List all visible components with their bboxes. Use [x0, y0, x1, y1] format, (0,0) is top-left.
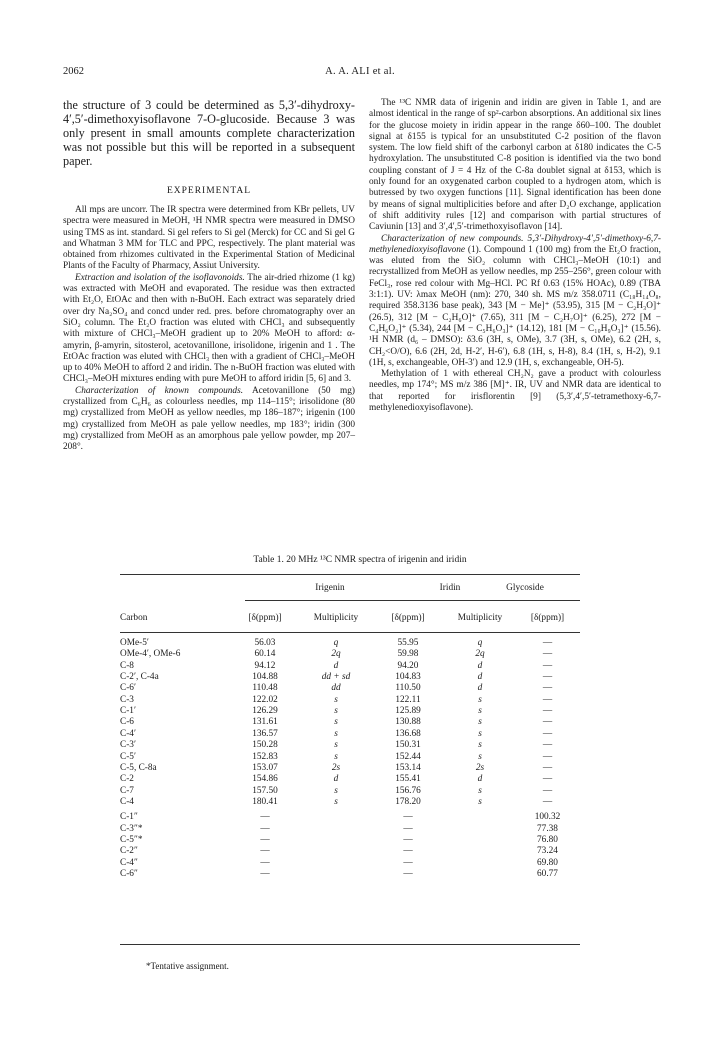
group-irigenin: Irigenin — [315, 583, 345, 593]
cell-glycoside-shift: 69.80 — [537, 857, 558, 868]
col-carbon: Carbon — [120, 613, 148, 623]
cell-carbon: C-3″* — [120, 823, 143, 834]
cell-glycoside-shift: — — [542, 740, 553, 751]
cell-iridin-shift: — — [403, 834, 413, 845]
cell-irigenin-mult: dd + sd — [321, 672, 351, 683]
cell-irigenin-shift: 126.29 — [252, 706, 278, 717]
cell-glycoside-shift: — — [542, 774, 553, 785]
table-caption: Table 1. 20 MHz ¹³C NMR spectra of irigenin and iridin — [253, 555, 467, 565]
cell-carbon: C-5, C-8a — [120, 762, 157, 773]
known-compounds-paragraph — [63, 386, 355, 454]
known-compounds-body: Acetovanillone (50 mg) crystallized from C₆H₆ as colourless needles, mp 114–115°; irisolidone (80 mg) crystallized from MeOH as yellow needles, mp 186–187°; irigenin (100 mg) crystallized from MeOH as pale yellow needles, mp 183°; iridin (300 mg) crystallized from MeOH as an amorphous pale yellow powder, mp 207–208°. — [63, 385, 355, 453]
cell-irigenin-mult: s — [334, 694, 338, 705]
cell-irigenin-shift: 56.03 — [254, 638, 276, 648]
cell-glycoside-shift: 100.32 — [534, 812, 561, 823]
extraction-paragraph — [63, 273, 355, 386]
col-irigenin-shift: [δ(ppm)] — [248, 613, 282, 623]
cell-carbon: OMe-5′ — [120, 638, 149, 648]
cell-glycoside-shift: — — [542, 638, 553, 648]
cell-iridin-shift: 153.14 — [395, 762, 421, 773]
cell-carbon: C-3 — [120, 694, 134, 705]
cell-iridin-mult: s — [478, 717, 482, 728]
cell-carbon: C-7 — [120, 785, 134, 796]
cell-iridin-mult: s — [478, 706, 482, 717]
cell-glycoside-shift: — — [542, 683, 553, 694]
cell-glycoside-shift: 76.80 — [537, 834, 558, 845]
cell-glycoside-shift: 77.38 — [537, 823, 558, 834]
cell-irigenin-shift: 131.61 — [252, 717, 278, 728]
cell-iridin-mult: d — [477, 660, 483, 671]
cell-irigenin-mult: s — [334, 740, 338, 751]
cell-iridin-mult: d — [477, 672, 483, 683]
cell-iridin-shift: 150.31 — [395, 740, 421, 751]
cell-glycoside-shift: — — [542, 660, 553, 671]
lead-paragraph: the structure of 3 could be determined as 5,3′-dihydroxy-4′,5′-dimethoxyisoflavone 7-O-glucoside. Because 3 was only present in small amounts complete characterization was not possible but this will be reported in a subsequent paper. — [63, 98, 355, 168]
cell-irigenin-mult: q — [333, 638, 339, 648]
cell-carbon: C-2 — [120, 774, 134, 785]
cell-irigenin-shift: 136.57 — [252, 728, 278, 739]
cell-iridin-mult: 2q — [475, 649, 485, 660]
cell-irigenin-shift: 152.83 — [252, 751, 278, 762]
cell-irigenin-shift: — — [260, 857, 270, 868]
cell-iridin-mult: s — [478, 694, 482, 705]
table-bottom-rule — [120, 944, 580, 945]
extraction-body: The air-dried rhizome (1 kg) was extracted with MeOH and evaporated. The residue was then extracted with Et₂O, EtOAc and then with n-BuOH. Each extract was separately dried over dry Na₂SO₄ and concd under red. pres. before chromatography over an SiO₂ column. The Et₂O fraction was eluted with CHCl₃ and subsequently with mixture of CHCl₃–MeOH gradient up to 20% MeOH to afford: α-amyrin, β-amyrin, sitosterol, acetovanillone, irisolidone, irigenin and 1 . The EtOAc fraction was eluted with CHCl₃ then with a gradient of CHCl₃–MeOH up to 40% MeOH to afford 2 and iridin. The n-BuOH fraction was eluted with CHCl₃–MeOH mixtures ending with pure MeOH to afford iridin [5, 6] and 3. — [63, 272, 355, 385]
cell-iridin-shift: 155.41 — [395, 774, 421, 785]
group-iridin: Iridin — [439, 583, 461, 593]
experimental-paragraph: All mps are uncorr. The IR spectra were determined from KBr pellets, UV spectra were measured in MeOH, ¹H NMR spectra were measured in DMSO using TMS as int. standard. Si gel refers to Si gel (Merck) for CC and Si gel G and Whatman 3 MM for TLC and PPC, respectively. The plant material was obtained from rhizomes cultivated in the Experimental Station of Medicinal Plants of the Faculty of Pharmacy, Assiut University. — [63, 205, 355, 272]
cell-carbon: C-1′ — [120, 706, 136, 717]
methylation-paragraph: Methylation of 1 with ethereal CH₂N₂ gave a product with colourless needles, mp 174°; MS m/z 386 [M]⁺. IR, UV and NMR data are identical to that reported for irisflorentin [9] (5,3′,4′,5′-tetramethoxy-6,7-methylenedioxyisoflavone). — [369, 369, 661, 414]
cell-glycoside-shift: — — [542, 762, 553, 773]
cell-iridin-mult: 2s — [475, 762, 485, 773]
cell-irigenin-mult: dd — [331, 683, 341, 694]
cell-irigenin-shift: 110.48 — [252, 683, 278, 694]
cell-irigenin-mult: s — [334, 717, 338, 728]
cell-carbon: C-4″ — [120, 857, 138, 868]
cell-irigenin-mult: s — [334, 796, 338, 807]
cell-irigenin-mult: d — [333, 774, 339, 785]
cell-iridin-shift: — — [403, 846, 413, 857]
cell-irigenin-mult: s — [334, 751, 338, 762]
nmr-discussion-paragraph: The ¹³C NMR data of irigenin and iridin are given in Table 1, and are almost identical in the range of sp²-carbon absorptions. An additional six lines for the glucose moiety in iridin appear in the range δ60–100. The doublet signal at δ155 is typical for an unsubstituted C-2 position of the flavon system. The low field shift of the carbonyl carbon at δ180 indicates the C-5 hydroxylation. The unsubstituted C-8 position is identified via the two bond coupling constant of J = 4 Hz of the C-8a doublet signal at δ153, which is only found for an oxygenated carbon coupled to a hydrogen atom, which is butressed by two oxygen functions [11]. Signal identification has been done by means of signal multiplicities before and after D₂O exchange, application of shift additivity rules [12] and comparison with partial structures of Caviunin [13] and 3′,4′,5′-trimethoxyisoflavon [14]. — [369, 98, 661, 233]
cell-irigenin-mult: s — [334, 706, 338, 717]
cell-iridin-shift: 110.50 — [395, 683, 421, 694]
cell-carbon: C-2′, C-4a — [120, 672, 159, 683]
cell-glycoside-shift: — — [542, 785, 553, 796]
cell-glycoside-shift: — — [542, 751, 553, 762]
cell-iridin-shift: 94.20 — [397, 660, 419, 671]
cell-carbon: C-5″* — [120, 834, 143, 845]
cell-iridin-mult: s — [478, 751, 482, 762]
cell-iridin-shift: 156.76 — [395, 785, 421, 796]
cell-carbon: C-6′ — [120, 683, 136, 694]
right-column — [369, 98, 661, 414]
cell-iridin-mult: s — [478, 785, 482, 796]
cell-irigenin-shift: 122.02 — [252, 694, 278, 705]
cell-irigenin-mult: 2q — [331, 649, 341, 660]
cell-iridin-mult: d — [477, 683, 483, 694]
cell-iridin-shift: 178.20 — [395, 796, 421, 807]
cell-irigenin-mult: d — [333, 660, 339, 671]
cell-iridin-mult: d — [477, 774, 483, 785]
header-rule — [120, 632, 580, 633]
cell-carbon: C-4′ — [120, 728, 136, 739]
cell-carbon: C-8 — [120, 660, 134, 671]
new-compounds-title: Characterization of new compounds. 5,3′-Dihydroxy-4′,5′-dimethoxy-6,7-methylenedioxyisoflavone — [369, 233, 661, 255]
cell-iridin-mult: q — [477, 638, 483, 648]
cell-glycoside-shift: — — [542, 717, 553, 728]
cell-irigenin-shift: 104.88 — [252, 672, 278, 683]
cell-iridin-shift: 59.98 — [397, 649, 419, 660]
cell-glycoside-shift: — — [542, 706, 553, 717]
left-column — [63, 98, 355, 454]
cell-iridin-shift: — — [403, 823, 413, 834]
table-footnote: *Tentative assignment. — [146, 961, 229, 971]
cell-glycoside-shift: — — [542, 672, 553, 683]
cell-iridin-shift: — — [403, 869, 413, 879]
cell-carbon: C-6 — [120, 717, 134, 728]
col-irigenin-mult: Multiplicity — [313, 613, 359, 623]
cell-irigenin-shift: — — [260, 823, 270, 834]
cell-irigenin-shift: — — [260, 846, 270, 857]
cell-glycoside-shift: — — [542, 728, 553, 739]
new-compounds-body: (1). Compound 1 (100 mg) from the Et₂O fraction, was eluted from the SiO₂ column with CHCl₃–MeOH (10:1) and recrystallized from MeOH as yellow needles, mp 255–256°, green colour with FeCl₃, rose red colour with Mg–HCl. PC Rf 0.63 (15% HOAc), 0.89 (TBA 3:1:1). UV: λmax MeOH (nm): 270, 340 sh. MS m/z 358.0711 (C₁₈H₁₄O₈, required 358.3136 base peak), 343 [M − Me]⁺ (53.95), 315 [M − C₂H₃O]⁺ (26.5), 312 [M − C₂H₆O]⁺ (7.65), 311 [M − C₂H₇O]⁺ (6.25), 272 [M − C₄H₆O₂]⁺ (5.34), 244 [M − C₅H₆O₃]⁺ (14.12), 181 [M − C₁₀H₉O₃]⁺ (15.56). ¹H NMR (d₆ – DMSO): δ3.6 (3H, s, OMe), 3.7 (3H, s, OMe), 6.2 (2H, s, CH₂<O/O), 6.6 (2H, 2d, H-2′, H-6′), 6.8 (1H, s, H-8), 8.4 (1H, s, H-2), 9.1 (1H, s, exchangeable, OH-3′) and 12.9 (1H, s, exchangeable, OH-5). — [369, 244, 661, 368]
cell-irigenin-shift: 154.86 — [252, 774, 278, 785]
cell-irigenin-shift: 150.28 — [252, 740, 278, 751]
cell-glycoside-shift: 60.77 — [537, 869, 558, 879]
cell-carbon: C-5′ — [120, 751, 136, 762]
cell-irigenin-mult: s — [334, 785, 338, 796]
col-glycoside-shift: [δ(ppm)] — [530, 613, 565, 623]
cell-glycoside-shift: 73.24 — [537, 846, 558, 857]
table-top-rule — [120, 574, 580, 575]
cell-iridin-mult: s — [478, 740, 482, 751]
cell-irigenin-shift: 153.07 — [252, 762, 278, 773]
cell-irigenin-shift: 94.12 — [254, 660, 276, 671]
cell-iridin-shift: 130.88 — [395, 717, 421, 728]
cell-iridin-shift: — — [403, 857, 413, 868]
cell-glycoside-shift: — — [542, 796, 553, 807]
cell-irigenin-mult: 2s — [331, 762, 341, 773]
new-compounds-paragraph — [369, 234, 661, 370]
cell-iridin-mult: s — [478, 796, 482, 807]
cell-carbon: C-4 — [120, 796, 134, 807]
cell-iridin-shift: 55.95 — [397, 638, 419, 648]
cell-carbon: OMe-4′, OMe-6 — [120, 649, 181, 660]
cell-irigenin-shift: — — [260, 812, 270, 823]
cell-irigenin-shift: 60.14 — [254, 649, 276, 660]
col-iridin-mult: Multiplicity — [457, 613, 503, 623]
cell-iridin-shift: 122.11 — [395, 694, 421, 705]
cell-carbon: C-1″ — [120, 812, 138, 823]
group-glycoside: Glycoside — [506, 583, 544, 593]
cell-irigenin-shift: 180.41 — [252, 796, 278, 807]
cell-iridin-mult: s — [478, 728, 482, 739]
section-heading: EXPERIMENTAL — [166, 186, 252, 196]
extraction-title: Extraction and isolation of the isoflavonoids. — [75, 272, 245, 283]
cell-iridin-shift: 152.44 — [395, 751, 421, 762]
page-number: 2062 — [63, 66, 84, 77]
cell-irigenin-shift: — — [260, 869, 270, 879]
cell-glycoside-shift: — — [542, 649, 553, 660]
col-iridin-shift: [δ(ppm)] — [391, 613, 425, 623]
cell-iridin-shift: 125.89 — [395, 706, 421, 717]
cell-carbon: C-6″ — [120, 869, 138, 879]
cell-irigenin-mult: s — [334, 728, 338, 739]
cell-irigenin-shift: 157.50 — [252, 785, 278, 796]
cell-iridin-shift: — — [403, 812, 413, 823]
cell-iridin-shift: 104.83 — [395, 672, 421, 683]
running-head: A. A. ALI et al. — [325, 66, 395, 77]
group-rule — [245, 600, 580, 601]
cell-carbon: C-2″ — [120, 846, 138, 857]
cell-carbon: C-3′ — [120, 740, 136, 751]
cell-iridin-shift: 136.68 — [395, 728, 421, 739]
cell-irigenin-shift: — — [260, 834, 270, 845]
cell-glycoside-shift: — — [542, 694, 553, 705]
known-compounds-title: Characterization of known compounds. — [75, 385, 244, 396]
